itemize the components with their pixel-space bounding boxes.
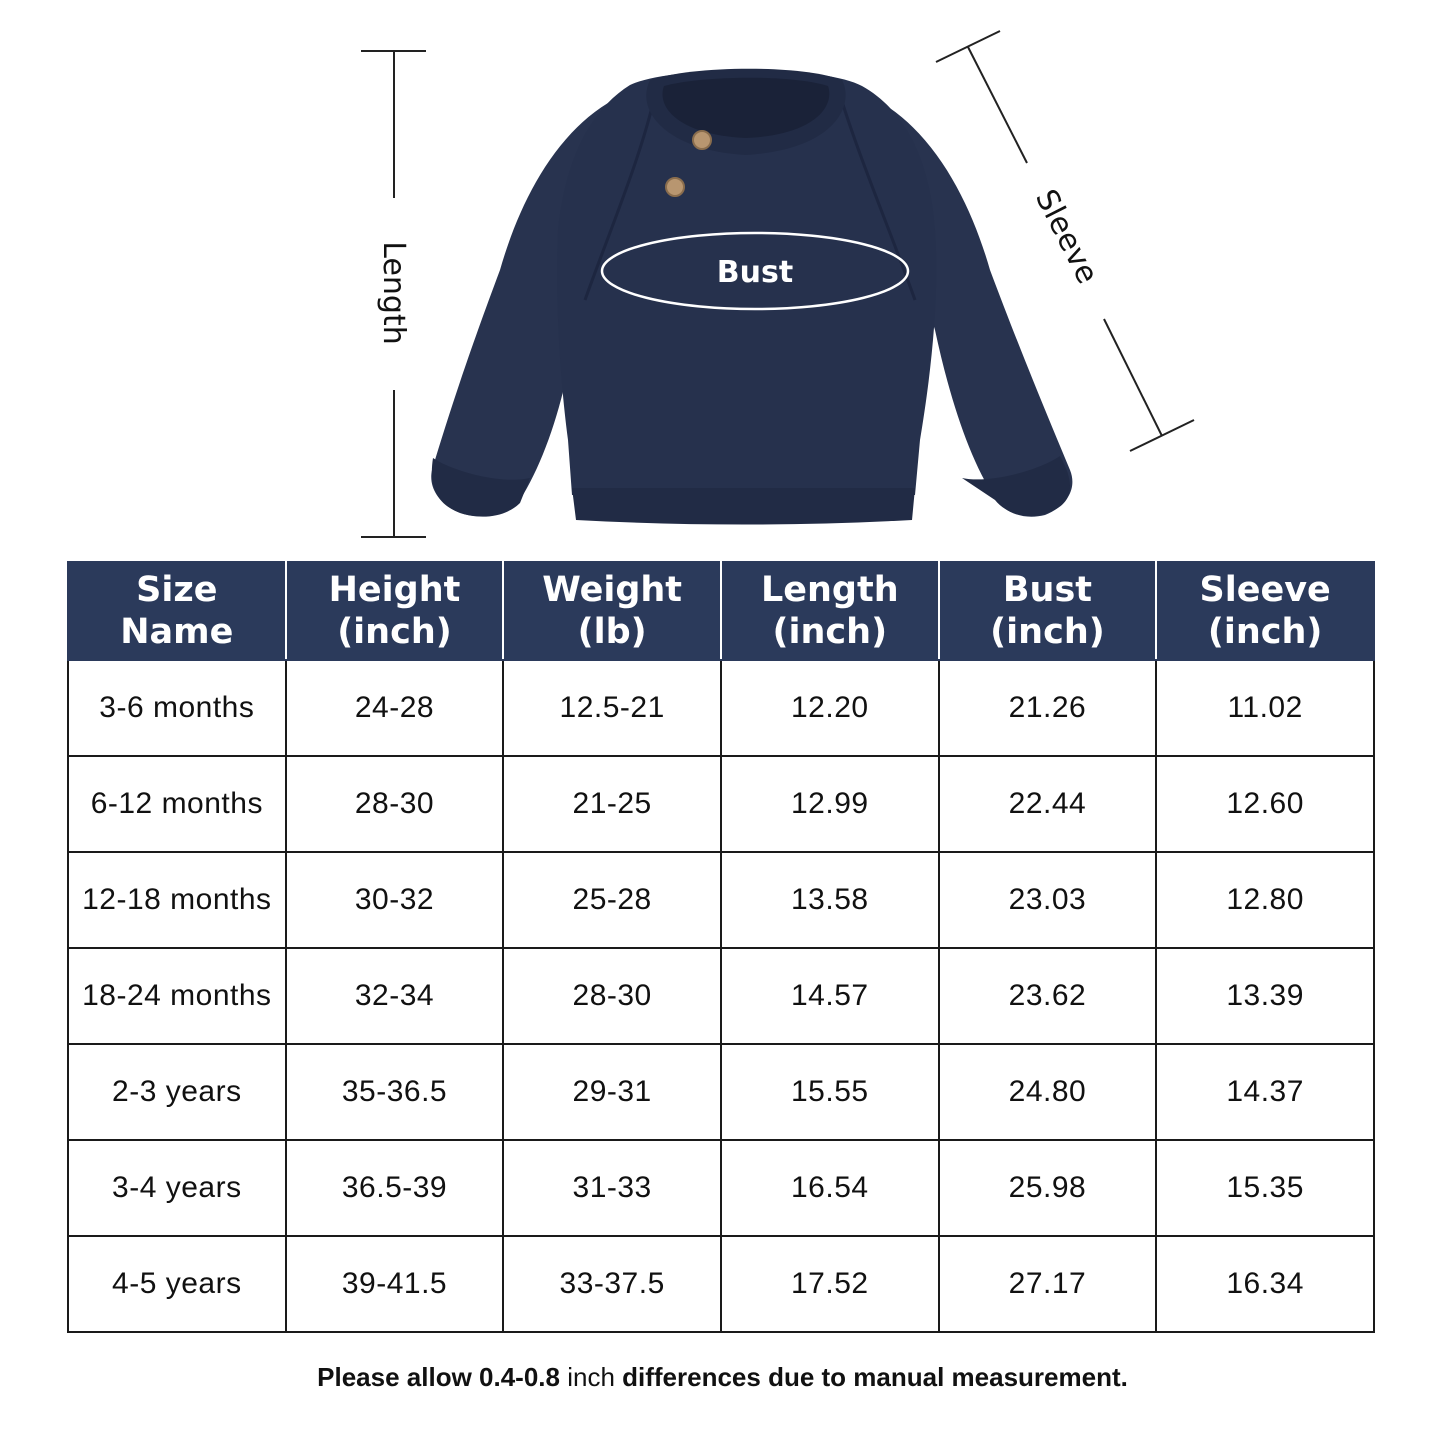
header-size-name: Size Name [68,562,286,660]
cell-size: 2-3 years [68,1044,286,1140]
top-button [693,131,711,149]
cell-length: 15.55 [721,1044,939,1140]
cell-sleeve: 11.02 [1156,660,1374,756]
table-row [68,660,1374,756]
table-row [68,1044,1374,1140]
cell-sleeve: 12.80 [1156,852,1374,948]
table-row [68,1236,1374,1332]
cell-sleeve: 15.35 [1156,1140,1374,1236]
cell-size: 6-12 months [68,756,286,852]
cell-length: 14.57 [721,948,939,1044]
cell-size: 3-4 years [68,1140,286,1236]
cell-bust: 27.17 [939,1236,1157,1332]
cell-weight: 25-28 [503,852,721,948]
bust-label: Bust [716,255,794,290]
cell-sleeve: 13.39 [1156,948,1374,1044]
cell-weight: 12.5-21 [503,660,721,756]
cell-height: 35-36.5 [286,1044,504,1140]
table-row [68,756,1374,852]
cell-bust: 22.44 [939,756,1157,852]
cell-weight: 28-30 [503,948,721,1044]
table-row [68,852,1374,948]
cell-length: 12.20 [721,660,939,756]
header-height: Height (inch) [286,562,504,660]
hem-rib [572,488,915,525]
sweater-illustration [431,69,1072,525]
table-row [68,948,1374,1044]
cell-sleeve: 16.34 [1156,1236,1374,1332]
cell-weight: 31-33 [503,1140,721,1236]
cell-height: 36.5-39 [286,1140,504,1236]
bottom-button [666,178,684,196]
cell-weight: 33-37.5 [503,1236,721,1332]
sweater-measurement-diagram [0,0,1445,560]
header-weight: Weight (lb) [503,562,721,660]
cell-height: 24-28 [286,660,504,756]
cell-bust: 23.03 [939,852,1157,948]
cell-size: 18-24 months [68,948,286,1044]
cell-size: 3-6 months [68,660,286,756]
table-header-row [68,562,1374,660]
cell-height: 32-34 [286,948,504,1044]
cell-bust: 23.62 [939,948,1157,1044]
size-chart-table [67,561,1375,1333]
cell-height: 28-30 [286,756,504,852]
cell-height: 39-41.5 [286,1236,504,1332]
cell-sleeve: 12.60 [1156,756,1374,852]
cell-bust: 24.80 [939,1044,1157,1140]
cell-bust: 21.26 [939,660,1157,756]
measurement-footnote: Please allow 0.4-0.8 inch differences due to manual measurement. [317,1362,1128,1392]
cell-sleeve: 14.37 [1156,1044,1374,1140]
header-bust: Bust (inch) [939,562,1157,660]
cell-weight: 29-31 [503,1044,721,1140]
cell-weight: 21-25 [503,756,721,852]
header-length: Length (inch) [721,562,939,660]
header-sleeve: Sleeve (inch) [1156,562,1374,660]
cell-bust: 25.98 [939,1140,1157,1236]
cell-length: 17.52 [721,1236,939,1332]
table-row [68,1140,1374,1236]
cell-size: 12-18 months [68,852,286,948]
cell-height: 30-32 [286,852,504,948]
sleeve-label: Sleeve [1028,183,1105,290]
cell-length: 16.54 [721,1140,939,1236]
length-label: Length [376,241,411,345]
cell-length: 12.99 [721,756,939,852]
cell-length: 13.58 [721,852,939,948]
cell-size: 4-5 years [68,1236,286,1332]
